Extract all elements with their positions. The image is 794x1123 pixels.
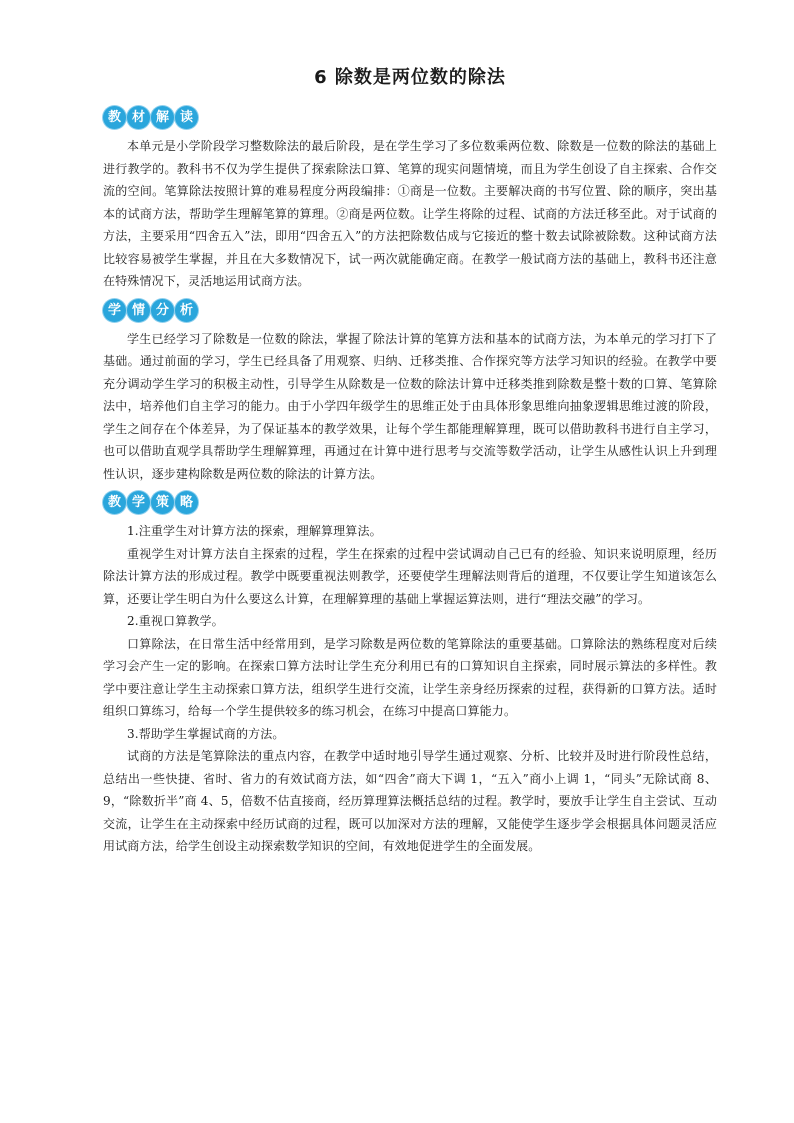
paragraph: 本单元是小学阶段学习整数除法的最后阶段，是在学生学习了多位数乘两位数、除数是一位数的除法的基础上进行教学的。教科书不仅为学生提供了探索除法口算、笔算的现实问题情境，而且为学生创设了自主探索、合作交流的空间。笔算除法按照计算的难易程度分两段编排：①商是一位数。主要解决商的书写位置、除的顺序，突出基本的试商方法，帮助学生理解笔算的算理。②商是两位数。让学生将除的过程、试商的方法迁移至此。对于试商的方法，主要采用“四舍五入”法，即用“四舍五入”的方法把除数估成与它接近的整十数去试除被除数。这种试商方法比较容易被学生掌握，并且在大多数情况下，试一两次就能确定商。在教学一般试商方法的基础上，教科书还注意在特殊情况下，灵活地运用试商方法。 (103, 139, 717, 288)
badge-char: 学 (103, 299, 126, 322)
paragraph: 重视学生对计算方法自主探索的过程，学生在探索的过程中尝试调动自己已有的经验、知识来说明原理，经历除法计算方法的形成过程。教学中既要重视法则教学，还要使学生理解法则背后的道理，不仅要让学生知道该怎么算，还要让学生明白为什么要这么计算，在理解算理的基础上掌握运算法则，进行“理法交融”的学习。 (103, 546, 717, 606)
badge-char: 教 (103, 106, 126, 129)
section-student-analysis (103, 299, 717, 486)
page-title: 6 除数是两位数的除法 (314, 67, 506, 88)
badge-char: 略 (175, 491, 198, 514)
badge-char: 策 (151, 491, 174, 514)
paragraph: 试商的方法是笔算除法的重点内容，在教学中适时地引导学生通过观察、分析、比较并及时进行阶段性总结，总结出一些快捷、省时、省力的有效试商方法，如“四舍”商大下调 1，“五入”商小上调 1，“同头”无除试商 8、9，“除数折半”商 4、5，倍数不估直接商，经历算理算法概括总结的过程。教学时，要放手让学生自主尝试、互动交流，让学生在主动探索中经历试商的过程，既可以加深对方法的理解，又能使学生逐步学会根据具体问题灵活应用试商方法，给学生创设主动探索数学知识的空间，有效地促进学生的全面发展。 (103, 749, 717, 853)
badge-char: 分 (151, 299, 174, 322)
strategy-heading: 3.帮助学生掌握试商的方法。 (127, 726, 285, 741)
badge-char: 解 (151, 106, 174, 129)
section-badge (103, 106, 717, 129)
badge-char: 情 (127, 299, 150, 322)
badge-char: 学 (127, 491, 150, 514)
paragraph: 口算除法，在日常生活中经常用到，是学习除数是两位数的笔算除法的重要基础。口算除法的熟练程度对后续学习会产生一定的影响。在探索口算方法时让学生充分利用已有的口算知识自主探索，同时展示算法的多样性。教学中要注意让学生主动探索口算方法，组织学生进行交流，让学生亲身经历探索的过程，获得新的口算方法。适时组织口算练习，给每一个学生提供较多的练习机会，在练习中提高口算能力。 (103, 636, 717, 718)
badge-char: 材 (127, 106, 150, 129)
section-badge (103, 491, 717, 514)
badge-char: 读 (175, 106, 198, 129)
section-badge (103, 299, 717, 322)
strategy-heading: 2.重视口算教学。 (127, 614, 224, 628)
document-page (103, 66, 717, 864)
section-teaching-strategy (103, 491, 717, 858)
badge-char: 教 (103, 491, 126, 514)
strategy-heading: 1.注重学生对计算方法的探索，理解算理算法。 (127, 524, 382, 538)
badge-char: 析 (175, 299, 198, 322)
section-textbook-reading (103, 106, 717, 293)
paragraph: 学生已经学习了除数是一位数的除法，掌握了除法计算的笔算方法和基本的试商方法，为本单元的学习打下了基础。通过前面的学习，学生已经具备了用观察、归纳、迁移类推、合作探究等方法学习知识的经验。在教学中要充分调动学生学习的积极主动性，引导学生从除数是一位数的除法计算中迁移类推到除数是整十数的口算、笔算除法中，培养他们自主学习的能力。由于小学四年级学生的思维正处于由具体形象思维向抽象逻辑思维过渡的阶段，学生之间存在个体差异，为了保证基本的教学效果，让每个学生都能理解算理，既可以借助教科书进行自主学习，也可以借助直观学具帮助学生理解算理，再通过在计算中进行思考与交流等数学活动，让学生从感性认识上升到理性认识，逐步建构除数是两位数的除法的计算方法。 (103, 331, 717, 481)
